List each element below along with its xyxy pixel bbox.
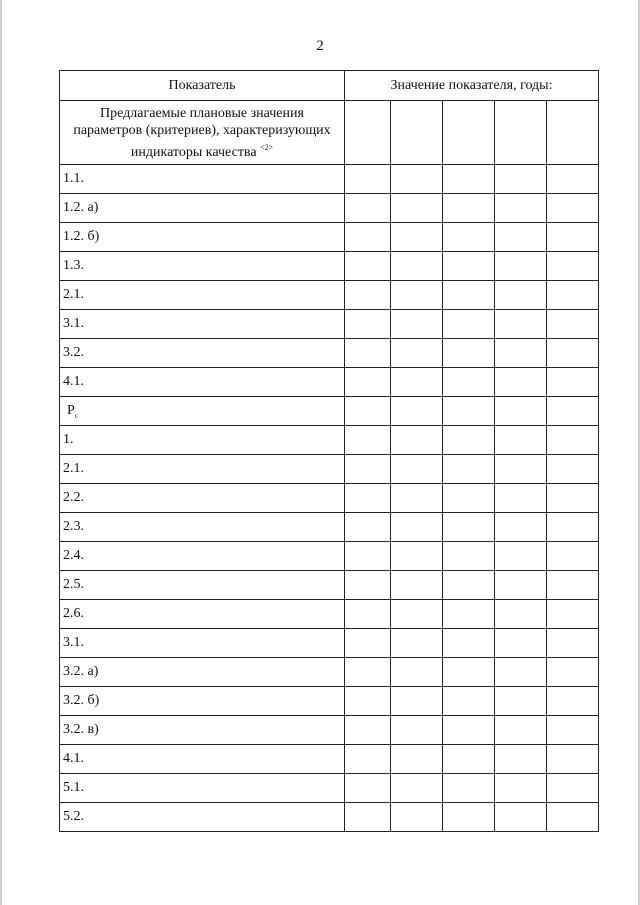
page-edge-left (0, 0, 2, 905)
year-cell (345, 101, 391, 165)
value-cell (495, 310, 547, 339)
value-cell (391, 687, 443, 716)
value-cell (547, 774, 599, 803)
value-cell (345, 687, 391, 716)
year-cell (547, 101, 599, 165)
year-cell (443, 101, 495, 165)
year-cell (391, 101, 443, 165)
value-cell (345, 484, 391, 513)
value-cell (547, 687, 599, 716)
table-row (60, 513, 599, 542)
value-cell (547, 339, 599, 368)
value-cell (391, 426, 443, 455)
value-cell (495, 803, 547, 832)
value-cell (547, 455, 599, 484)
value-cell (391, 310, 443, 339)
value-cell (495, 484, 547, 513)
value-cell (495, 542, 547, 571)
table-row (60, 716, 599, 745)
value-cell (391, 252, 443, 281)
value-cell (495, 716, 547, 745)
value-cell (495, 629, 547, 658)
table-subheader-row (60, 101, 599, 165)
row-label: 1.2. б) (60, 223, 345, 252)
table-row (60, 165, 599, 194)
value-cell (547, 426, 599, 455)
value-cell (345, 426, 391, 455)
value-cell (391, 658, 443, 687)
value-cell (547, 629, 599, 658)
table-row (60, 194, 599, 223)
row-label: 2.4. (60, 542, 345, 571)
value-cell (345, 165, 391, 194)
value-cell (391, 339, 443, 368)
value-cell (547, 368, 599, 397)
row-label: 3.1. (60, 310, 345, 339)
value-cell (443, 310, 495, 339)
value-cell (443, 803, 495, 832)
row-label: 2.1. (60, 281, 345, 310)
table-row (60, 484, 599, 513)
value-cell (443, 629, 495, 658)
value-cell (495, 426, 547, 455)
value-cell (391, 716, 443, 745)
value-cell (391, 774, 443, 803)
value-cell (547, 745, 599, 774)
table-row (60, 339, 599, 368)
value-cell (495, 745, 547, 774)
value-cell (547, 223, 599, 252)
page-number: 2 (316, 38, 324, 54)
value-cell (495, 513, 547, 542)
value-cell (391, 513, 443, 542)
value-cell (495, 774, 547, 803)
row-label: 5.2. (60, 803, 345, 832)
value-cell (547, 600, 599, 629)
header-values: Значение показателя, годы: (345, 71, 599, 101)
row-label: 3.2. б) (60, 687, 345, 716)
value-cell (345, 571, 391, 600)
row-label: 3.1. (60, 629, 345, 658)
value-cell (443, 716, 495, 745)
row-label: 4.1. (60, 745, 345, 774)
table-row (60, 687, 599, 716)
value-cell (443, 687, 495, 716)
value-cell (495, 223, 547, 252)
value-cell (495, 687, 547, 716)
value-cell (345, 803, 391, 832)
value-cell (443, 252, 495, 281)
value-cell (391, 281, 443, 310)
value-cell (443, 426, 495, 455)
value-cell (547, 252, 599, 281)
value-cell (391, 571, 443, 600)
value-cell (443, 774, 495, 803)
value-cell (495, 455, 547, 484)
table-row (60, 426, 599, 455)
value-cell (443, 571, 495, 600)
value-cell (547, 716, 599, 745)
value-cell (443, 397, 495, 426)
value-cell (391, 803, 443, 832)
subheader-line-2: параметров (критериев), характеризующих (73, 122, 331, 138)
row-label: 1.1. (60, 165, 345, 194)
table-header-row (60, 71, 599, 101)
value-cell (345, 310, 391, 339)
value-cell (547, 658, 599, 687)
value-cell (495, 281, 547, 310)
value-cell (495, 397, 547, 426)
value-cell (345, 223, 391, 252)
value-cell (391, 165, 443, 194)
row-label: 5.1. (60, 774, 345, 803)
value-cell (443, 745, 495, 774)
row-label: 2.5. (60, 571, 345, 600)
value-cell (391, 368, 443, 397)
value-cell (547, 542, 599, 571)
row-label: 1.3. (60, 252, 345, 281)
value-cell (495, 339, 547, 368)
subheader-planned-values (60, 101, 345, 165)
table-row (60, 745, 599, 774)
value-cell (443, 223, 495, 252)
value-cell (391, 600, 443, 629)
value-cell (345, 397, 391, 426)
row-label: $P_с$ (60, 397, 345, 426)
table-row (60, 397, 599, 426)
subheader-line-1: Предлагаемые плановые значения (100, 105, 304, 121)
value-cell (443, 513, 495, 542)
value-cell (391, 629, 443, 658)
value-cell (345, 368, 391, 397)
row-label: 3.2. а) (60, 658, 345, 687)
value-cell (391, 745, 443, 774)
value-cell (345, 339, 391, 368)
value-cell (391, 397, 443, 426)
table-row (60, 629, 599, 658)
table-row (60, 571, 599, 600)
value-cell (443, 484, 495, 513)
value-cell (345, 281, 391, 310)
header-indicator: Показатель (60, 71, 345, 101)
value-cell (391, 455, 443, 484)
value-cell (547, 397, 599, 426)
table-row (60, 542, 599, 571)
row-label: 2.1. (60, 455, 345, 484)
table-row (60, 803, 599, 832)
table-row (60, 658, 599, 687)
value-cell (345, 745, 391, 774)
value-cell (443, 542, 495, 571)
value-cell (345, 513, 391, 542)
subheader-line-3: индикаторы качества (130, 144, 257, 160)
row-label: 3.2. (60, 339, 345, 368)
row-label: 1.2. а) (60, 194, 345, 223)
value-cell (495, 194, 547, 223)
value-cell (345, 455, 391, 484)
row-label: 2.3. (60, 513, 345, 542)
value-cell (547, 310, 599, 339)
value-cell (345, 600, 391, 629)
value-cell (345, 542, 391, 571)
value-cell (443, 165, 495, 194)
row-label: 1. (60, 426, 345, 455)
table-row (60, 368, 599, 397)
row-label: 2.6. (60, 600, 345, 629)
value-cell (345, 658, 391, 687)
indicator-table (59, 70, 599, 832)
table-row (60, 223, 599, 252)
year-cell (495, 101, 547, 165)
value-cell (495, 165, 547, 194)
row-label: 3.2. в) (60, 716, 345, 745)
value-cell (391, 194, 443, 223)
value-cell (495, 252, 547, 281)
value-cell (345, 629, 391, 658)
table-row (60, 774, 599, 803)
value-cell (495, 658, 547, 687)
value-cell (547, 803, 599, 832)
value-cell (391, 484, 443, 513)
value-cell (443, 658, 495, 687)
value-cell (345, 252, 391, 281)
value-cell (443, 339, 495, 368)
value-cell (547, 571, 599, 600)
table-row (60, 600, 599, 629)
footnote-ref: <2> (260, 142, 274, 152)
value-cell (345, 774, 391, 803)
value-cell (443, 455, 495, 484)
value-cell (443, 600, 495, 629)
table-row (60, 310, 599, 339)
value-cell (547, 165, 599, 194)
value-cell (443, 281, 495, 310)
value-cell (547, 513, 599, 542)
value-cell (391, 223, 443, 252)
row-label: 2.2. (60, 484, 345, 513)
value-cell (443, 368, 495, 397)
table-row (60, 252, 599, 281)
value-cell (345, 716, 391, 745)
value-cell (345, 194, 391, 223)
table-row (60, 455, 599, 484)
value-cell (495, 368, 547, 397)
value-cell (495, 571, 547, 600)
value-cell (443, 194, 495, 223)
table-row (60, 281, 599, 310)
value-cell (547, 484, 599, 513)
value-cell (547, 281, 599, 310)
value-cell (495, 600, 547, 629)
value-cell (547, 194, 599, 223)
value-cell (391, 542, 443, 571)
row-label: 4.1. (60, 368, 345, 397)
